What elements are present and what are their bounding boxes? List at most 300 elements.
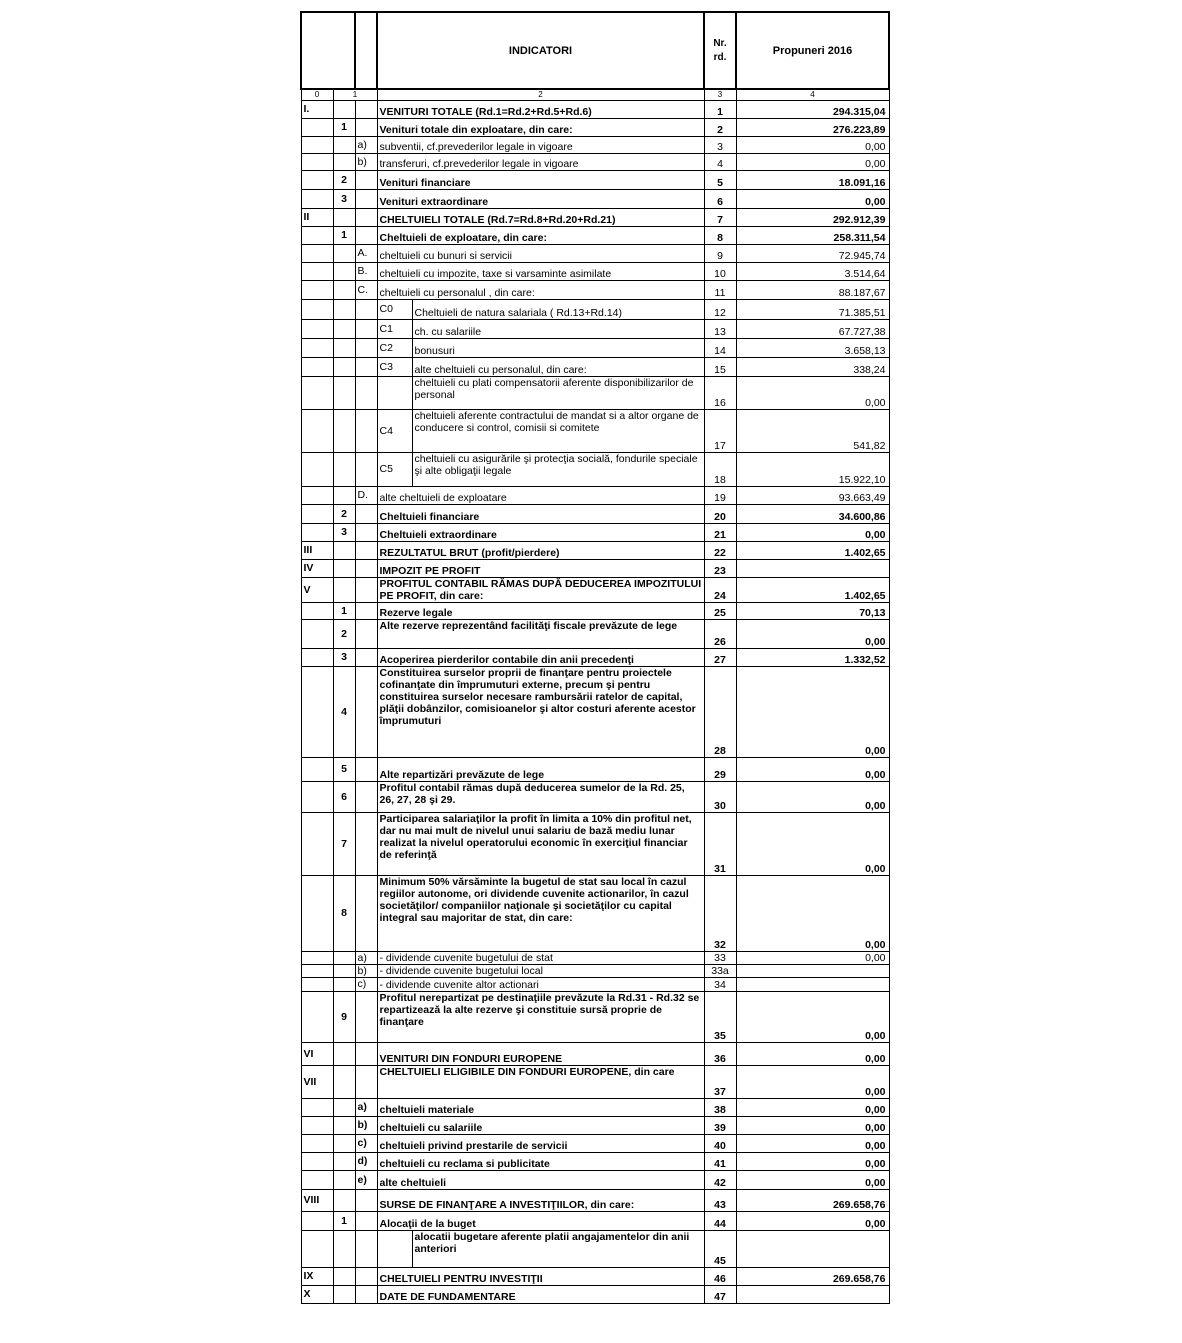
number-index-cell: 4 xyxy=(333,666,355,757)
table-row xyxy=(301,619,889,648)
table-row xyxy=(301,299,889,319)
table-row xyxy=(301,1098,889,1116)
sub-index-cell: C5 xyxy=(377,452,412,486)
letter-index-cell: a) xyxy=(355,1098,377,1116)
header-indicatori: INDICATORI xyxy=(377,12,704,89)
indicator-text-cell: Cheltuieli extraordinare xyxy=(377,523,704,541)
number-index-cell xyxy=(333,1134,355,1152)
budget-table-sheet xyxy=(300,11,888,1304)
table-row xyxy=(301,153,889,170)
table-row xyxy=(301,376,889,409)
letter-index-cell xyxy=(355,602,377,619)
letter-index-cell: c) xyxy=(355,977,377,991)
indicator-text-cell: cheltuieli aferente contractului de mandat si a altor organe de conducere si control, comisii si comitete xyxy=(412,409,704,452)
letter-index-cell xyxy=(355,577,377,602)
row-number-cell: 11 xyxy=(704,280,736,299)
roman-index-cell xyxy=(301,648,333,666)
proposal-value-cell: 0,00 xyxy=(736,1116,889,1134)
roman-index-cell xyxy=(301,757,333,781)
table-row xyxy=(301,100,889,118)
number-index-cell: 2 xyxy=(333,504,355,523)
number-index-cell xyxy=(333,376,355,409)
indicator-text-cell: alte cheltuieli de exploatare xyxy=(377,486,704,504)
row-number-cell: 28 xyxy=(704,666,736,757)
roman-index-cell: V xyxy=(301,577,333,602)
row-number-cell: 43 xyxy=(704,1189,736,1211)
letter-index-cell xyxy=(355,338,377,357)
proposal-value-cell: 269.658,76 xyxy=(736,1267,889,1285)
indicator-text-cell: Constituirea surselor proprii de finanţare pentru proiectele cofinanţate din împrumuturi externe, precum şi pentru constituirea surselor necesare rambursării ratelor de capital, plăţii dobânzilor, comisioanelor şi altor costuri aferente acestor împrumuturi xyxy=(377,666,704,757)
row-number-cell: 22 xyxy=(704,541,736,559)
table-row xyxy=(301,1267,889,1285)
roman-index-cell: VII xyxy=(301,1065,333,1098)
row-number-cell: 3 xyxy=(704,136,736,153)
number-index-cell: 1 xyxy=(333,226,355,244)
proposal-value-cell: 0,00 xyxy=(736,619,889,648)
number-index-cell: 6 xyxy=(333,781,355,812)
roman-index-cell xyxy=(301,376,333,409)
budget-table xyxy=(300,11,890,1304)
table-row xyxy=(301,1065,889,1098)
proposal-value-cell xyxy=(736,977,889,991)
roman-index-cell xyxy=(301,153,333,170)
indicator-text-cell: alocatii bugetare aferente platii angajamentelor din anii anteriori xyxy=(412,1230,704,1267)
roman-index-cell xyxy=(301,619,333,648)
roman-index-cell xyxy=(301,523,333,541)
table-row xyxy=(301,964,889,977)
table-row xyxy=(301,1230,889,1267)
letter-index-cell xyxy=(355,1189,377,1211)
row-number-cell: 23 xyxy=(704,559,736,577)
row-number-cell: 31 xyxy=(704,812,736,875)
proposal-value-cell: 294.315,04 xyxy=(736,100,889,118)
number-index-cell xyxy=(333,964,355,977)
roman-index-cell: VIII xyxy=(301,1189,333,1211)
roman-index-cell xyxy=(301,136,333,153)
letter-index-cell xyxy=(355,100,377,118)
letter-index-cell xyxy=(355,170,377,189)
proposal-value-cell: 0,00 xyxy=(736,1065,889,1098)
table-row xyxy=(301,208,889,226)
number-index-cell xyxy=(333,338,355,357)
letter-index-cell xyxy=(355,299,377,319)
proposal-value-cell: 3.514,64 xyxy=(736,262,889,280)
number-index-cell xyxy=(333,1170,355,1189)
column-index: 2 xyxy=(377,89,704,100)
sub-index-cell xyxy=(377,376,412,409)
table-row xyxy=(301,319,889,338)
header-blank-cell xyxy=(355,12,377,89)
sub-index-cell: C3 xyxy=(377,357,412,376)
proposal-value-cell: 0,00 xyxy=(736,757,889,781)
table-row xyxy=(301,189,889,208)
indicator-text-cell: bonusuri xyxy=(412,338,704,357)
row-number-cell: 21 xyxy=(704,523,736,541)
letter-index-cell: b) xyxy=(355,964,377,977)
row-number-cell: 33a xyxy=(704,964,736,977)
roman-index-cell: VI xyxy=(301,1042,333,1065)
sub-index-cell: C0 xyxy=(377,299,412,319)
table-row xyxy=(301,1134,889,1152)
indicator-text-cell: cheltuieli cu bunuri si servicii xyxy=(377,244,704,262)
number-index-cell: 1 xyxy=(333,1211,355,1230)
indicator-text-cell: IMPOZIT PE PROFIT xyxy=(377,559,704,577)
table-row xyxy=(301,666,889,757)
letter-index-cell: d) xyxy=(355,1152,377,1170)
row-number-cell: 39 xyxy=(704,1116,736,1134)
number-index-cell xyxy=(333,357,355,376)
indicator-text-cell: PROFITUL CONTABIL RĂMAS DUPĂ DEDUCEREA IMPOZITULUI PE PROFIT, din care: xyxy=(377,577,704,602)
table-row xyxy=(301,977,889,991)
number-index-cell xyxy=(333,153,355,170)
roman-index-cell xyxy=(301,964,333,977)
indicator-text-cell: SURSE DE FINANŢARE A INVESTIŢIILOR, din care: xyxy=(377,1189,704,1211)
number-index-cell xyxy=(333,136,355,153)
row-number-cell: 19 xyxy=(704,486,736,504)
letter-index-cell xyxy=(355,812,377,875)
table-row xyxy=(301,757,889,781)
letter-index-cell xyxy=(355,1065,377,1098)
row-number-cell: 4 xyxy=(704,153,736,170)
indicator-text-cell: CHELTUIELI PENTRU INVESTIŢII xyxy=(377,1267,704,1285)
indicator-text-cell: VENITURI TOTALE (Rd.1=Rd.2+Rd.5+Rd.6) xyxy=(377,100,704,118)
proposal-value-cell: 0,00 xyxy=(736,666,889,757)
roman-index-cell: IV xyxy=(301,559,333,577)
roman-index-cell xyxy=(301,666,333,757)
roman-index-cell xyxy=(301,338,333,357)
roman-index-cell xyxy=(301,1116,333,1134)
letter-index-cell xyxy=(355,1285,377,1303)
row-number-cell: 45 xyxy=(704,1230,736,1267)
table-row xyxy=(301,875,889,951)
table-row xyxy=(301,338,889,357)
roman-index-cell xyxy=(301,357,333,376)
proposal-value-cell: 292.912,39 xyxy=(736,208,889,226)
indicator-text-cell: - dividende cuvenite bugetului de stat xyxy=(377,951,704,964)
proposal-value-cell: 0,00 xyxy=(736,523,889,541)
proposal-value-cell: 0,00 xyxy=(736,875,889,951)
row-number-cell: 33 xyxy=(704,951,736,964)
row-number-cell: 14 xyxy=(704,338,736,357)
roman-index-cell xyxy=(301,299,333,319)
table-row xyxy=(301,118,889,136)
proposal-value-cell: 276.223,89 xyxy=(736,118,889,136)
row-number-cell: 40 xyxy=(704,1134,736,1152)
row-number-cell: 12 xyxy=(704,299,736,319)
sub-index-cell: C2 xyxy=(377,338,412,357)
sub-index-cell xyxy=(377,1230,412,1267)
table-row xyxy=(301,226,889,244)
table-row xyxy=(301,1189,889,1211)
indicator-text-cell: REZULTATUL BRUT (profit/pierdere) xyxy=(377,541,704,559)
indicator-text-cell: cheltuieli cu personalul , din care: xyxy=(377,280,704,299)
row-number-cell: 29 xyxy=(704,757,736,781)
letter-index-cell: C. xyxy=(355,280,377,299)
roman-index-cell xyxy=(301,1170,333,1189)
proposal-value-cell: 0,00 xyxy=(736,812,889,875)
table-row xyxy=(301,1285,889,1303)
number-index-cell xyxy=(333,409,355,452)
letter-index-cell xyxy=(355,991,377,1042)
roman-index-cell xyxy=(301,1134,333,1152)
number-index-cell: 3 xyxy=(333,523,355,541)
proposal-value-cell: 269.658,76 xyxy=(736,1189,889,1211)
table-row xyxy=(301,951,889,964)
number-index-cell: 7 xyxy=(333,812,355,875)
proposal-value-cell: 0,00 xyxy=(736,1042,889,1065)
row-number-cell: 16 xyxy=(704,376,736,409)
roman-index-cell xyxy=(301,280,333,299)
row-number-cell: 15 xyxy=(704,357,736,376)
indicator-text-cell: alte cheltuieli cu personalul, din care: xyxy=(412,357,704,376)
table-row xyxy=(301,504,889,523)
proposal-value-cell: 541,82 xyxy=(736,409,889,452)
indicator-text-cell: Minimum 50% vărsăminte la bugetul de stat sau local în cazul regiilor autonome, ori dividende cuvenite actionarilor, în cazul societăţilor/ companiilor naţionale şi societăţilor cu capital integral sau majoritar de stat, din care: xyxy=(377,875,704,951)
indicator-text-cell: Cheltuieli financiare xyxy=(377,504,704,523)
table-row xyxy=(301,170,889,189)
proposal-value-cell: 0,00 xyxy=(736,1211,889,1230)
proposal-value-cell: 0,00 xyxy=(736,1098,889,1116)
indicator-text-cell: Participarea salariaţilor la profit în limita a 10% din profitul net, dar nu mai mult de nivelul unui salariu de bază mediu lunar realizat la nivelul operatorului economic în exerciţiul financiar de referinţă xyxy=(377,812,704,875)
indicator-text-cell: Acoperirea pierderilor contabile din anii precedenţi xyxy=(377,648,704,666)
proposal-value-cell xyxy=(736,1230,889,1267)
letter-index-cell xyxy=(355,504,377,523)
roman-index-cell xyxy=(301,409,333,452)
table-row xyxy=(301,1211,889,1230)
indicator-text-cell: DATE DE FUNDAMENTARE xyxy=(377,1285,704,1303)
letter-index-cell xyxy=(355,559,377,577)
proposal-value-cell: 0,00 xyxy=(736,1170,889,1189)
table-row xyxy=(301,1170,889,1189)
number-index-cell xyxy=(333,299,355,319)
proposal-value-cell: 338,24 xyxy=(736,357,889,376)
row-number-cell: 37 xyxy=(704,1065,736,1098)
letter-index-cell xyxy=(355,376,377,409)
column-index: 1 xyxy=(333,89,377,100)
proposal-value-cell: 0,00 xyxy=(736,376,889,409)
column-index: 0 xyxy=(301,89,333,100)
number-index-cell xyxy=(333,1189,355,1211)
table-row xyxy=(301,357,889,376)
number-index-cell xyxy=(333,951,355,964)
indicator-text-cell: VENITURI DIN FONDURI EUROPENE xyxy=(377,1042,704,1065)
table-row xyxy=(301,559,889,577)
indicator-text-cell: alte cheltuieli xyxy=(377,1170,704,1189)
row-number-cell: 47 xyxy=(704,1285,736,1303)
table-row xyxy=(301,452,889,486)
number-index-cell xyxy=(333,559,355,577)
row-number-cell: 30 xyxy=(704,781,736,812)
number-index-cell xyxy=(333,1042,355,1065)
row-number-cell: 44 xyxy=(704,1211,736,1230)
number-index-cell xyxy=(333,262,355,280)
number-index-cell: 2 xyxy=(333,170,355,189)
indicator-text-cell: cheltuieli cu salariile xyxy=(377,1116,704,1134)
letter-index-cell: A. xyxy=(355,244,377,262)
header-nr: Nr. xyxy=(713,37,727,49)
row-number-cell: 24 xyxy=(704,577,736,602)
proposal-value-cell: 0,00 xyxy=(736,136,889,153)
number-index-cell: 8 xyxy=(333,875,355,951)
proposal-value-cell: 0,00 xyxy=(736,1134,889,1152)
table-row xyxy=(301,280,889,299)
row-number-cell: 41 xyxy=(704,1152,736,1170)
sub-index-cell: C1 xyxy=(377,319,412,338)
row-number-cell: 20 xyxy=(704,504,736,523)
letter-index-cell xyxy=(355,1042,377,1065)
proposal-value-cell: 1.402,65 xyxy=(736,541,889,559)
number-index-cell: 3 xyxy=(333,189,355,208)
letter-index-cell xyxy=(355,357,377,376)
proposal-value-cell: 67.727,38 xyxy=(736,319,889,338)
proposal-value-cell: 0,00 xyxy=(736,781,889,812)
number-index-cell xyxy=(333,1098,355,1116)
indicator-text-cell: Cheltuieli de natura salariala ( Rd.13+Rd.14) xyxy=(412,299,704,319)
letter-index-cell xyxy=(355,1230,377,1267)
number-index-cell xyxy=(333,1267,355,1285)
table-body xyxy=(301,100,889,1303)
indicator-text-cell: CHELTUIELI TOTALE (Rd.7=Rd.8+Rd.20+Rd.21) xyxy=(377,208,704,226)
roman-index-cell xyxy=(301,486,333,504)
table-row xyxy=(301,812,889,875)
row-number-cell: 9 xyxy=(704,244,736,262)
roman-index-cell xyxy=(301,1230,333,1267)
indicator-text-cell: Alocaţii de la buget xyxy=(377,1211,704,1230)
number-index-cell: 9 xyxy=(333,991,355,1042)
roman-index-cell xyxy=(301,118,333,136)
letter-index-cell xyxy=(355,189,377,208)
table-header-row xyxy=(301,12,889,89)
indicator-text-cell: subventii, cf.prevederilor legale in vigoare xyxy=(377,136,704,153)
letter-index-cell: b) xyxy=(355,153,377,170)
roman-index-cell xyxy=(301,262,333,280)
indicator-text-cell: Profitul nerepartizat pe destinaţiile prevăzute la Rd.31 - Rd.32 se repartizează la alte rezerve şi constituie sursă proprie de finanţare xyxy=(377,991,704,1042)
proposal-value-cell: 258.311,54 xyxy=(736,226,889,244)
table-row xyxy=(301,1116,889,1134)
row-number-cell: 5 xyxy=(704,170,736,189)
letter-index-cell xyxy=(355,1267,377,1285)
number-index-cell xyxy=(333,541,355,559)
table-row xyxy=(301,136,889,153)
letter-index-cell xyxy=(355,409,377,452)
proposal-value-cell: 0,00 xyxy=(736,1152,889,1170)
roman-index-cell xyxy=(301,1152,333,1170)
header-nr-rd xyxy=(704,12,736,89)
indicator-text-cell: cheltuieli cu asigurările şi protecţia socială, fondurile speciale şi alte obligaţii legale xyxy=(412,452,704,486)
indicator-text-cell: - dividende cuvenite bugetului local xyxy=(377,964,704,977)
letter-index-cell xyxy=(355,666,377,757)
row-number-cell: 35 xyxy=(704,991,736,1042)
indicator-text-cell: ch. cu salariile xyxy=(412,319,704,338)
letter-index-cell: a) xyxy=(355,136,377,153)
proposal-value-cell: 93.663,49 xyxy=(736,486,889,504)
header-blank-cell xyxy=(301,12,355,89)
letter-index-cell xyxy=(355,319,377,338)
column-index-row xyxy=(301,89,889,100)
indicator-text-cell: cheltuieli materiale xyxy=(377,1098,704,1116)
proposal-value-cell xyxy=(736,1285,889,1303)
roman-index-cell xyxy=(301,875,333,951)
letter-index-cell xyxy=(355,781,377,812)
roman-index-cell xyxy=(301,504,333,523)
proposal-value-cell: 72.945,74 xyxy=(736,244,889,262)
row-number-cell: 46 xyxy=(704,1267,736,1285)
roman-index-cell xyxy=(301,1098,333,1116)
table-row xyxy=(301,577,889,602)
proposal-value-cell: 18.091,16 xyxy=(736,170,889,189)
row-number-cell: 7 xyxy=(704,208,736,226)
proposal-value-cell: 0,00 xyxy=(736,991,889,1042)
indicator-text-cell: Profitul contabil rămas după deducerea sumelor de la Rd. 25, 26, 27, 28 şi 29. xyxy=(377,781,704,812)
letter-index-cell xyxy=(355,648,377,666)
row-number-cell: 27 xyxy=(704,648,736,666)
number-index-cell xyxy=(333,577,355,602)
indicator-text-cell: cheltuieli privind prestarile de servicii xyxy=(377,1134,704,1152)
table-row xyxy=(301,409,889,452)
header-rd: rd. xyxy=(713,51,727,63)
row-number-cell: 2 xyxy=(704,118,736,136)
roman-index-cell xyxy=(301,170,333,189)
letter-index-cell xyxy=(355,875,377,951)
number-index-cell xyxy=(333,1152,355,1170)
indicator-text-cell: Rezerve legale xyxy=(377,602,704,619)
row-number-cell: 6 xyxy=(704,189,736,208)
table-row xyxy=(301,1152,889,1170)
number-index-cell xyxy=(333,244,355,262)
indicator-text-cell: Venituri totale din exploatare, din care: xyxy=(377,118,704,136)
proposal-value-cell: 88.187,67 xyxy=(736,280,889,299)
roman-index-cell: III xyxy=(301,541,333,559)
number-index-cell xyxy=(333,100,355,118)
row-number-cell: 32 xyxy=(704,875,736,951)
proposal-value-cell: 71.385,51 xyxy=(736,299,889,319)
roman-index-cell xyxy=(301,781,333,812)
indicator-text-cell: - dividende cuvenite altor actionari xyxy=(377,977,704,991)
sub-index-cell: C4 xyxy=(377,409,412,452)
number-index-cell: 2 xyxy=(333,619,355,648)
number-index-cell: 5 xyxy=(333,757,355,781)
roman-index-cell xyxy=(301,991,333,1042)
table-row xyxy=(301,781,889,812)
letter-index-cell: b) xyxy=(355,1116,377,1134)
letter-index-cell xyxy=(355,452,377,486)
indicator-text-cell: Alte rezerve reprezentând facilităţi fiscale prevăzute de lege xyxy=(377,619,704,648)
roman-index-cell xyxy=(301,1211,333,1230)
letter-index-cell: D. xyxy=(355,486,377,504)
roman-index-cell xyxy=(301,244,333,262)
number-index-cell: 3 xyxy=(333,648,355,666)
row-number-cell: 8 xyxy=(704,226,736,244)
letter-index-cell xyxy=(355,208,377,226)
row-number-cell: 26 xyxy=(704,619,736,648)
letter-index-cell xyxy=(355,757,377,781)
table-row xyxy=(301,1042,889,1065)
letter-index-cell: c) xyxy=(355,1134,377,1152)
row-number-cell: 13 xyxy=(704,319,736,338)
row-number-cell: 25 xyxy=(704,602,736,619)
letter-index-cell: B. xyxy=(355,262,377,280)
number-index-cell xyxy=(333,452,355,486)
row-number-cell: 10 xyxy=(704,262,736,280)
roman-index-cell xyxy=(301,319,333,338)
number-index-cell: 1 xyxy=(333,118,355,136)
letter-index-cell: e) xyxy=(355,1170,377,1189)
table-row xyxy=(301,523,889,541)
number-index-cell xyxy=(333,1230,355,1267)
row-number-cell: 1 xyxy=(704,100,736,118)
row-number-cell: 36 xyxy=(704,1042,736,1065)
proposal-value-cell: 0,00 xyxy=(736,189,889,208)
